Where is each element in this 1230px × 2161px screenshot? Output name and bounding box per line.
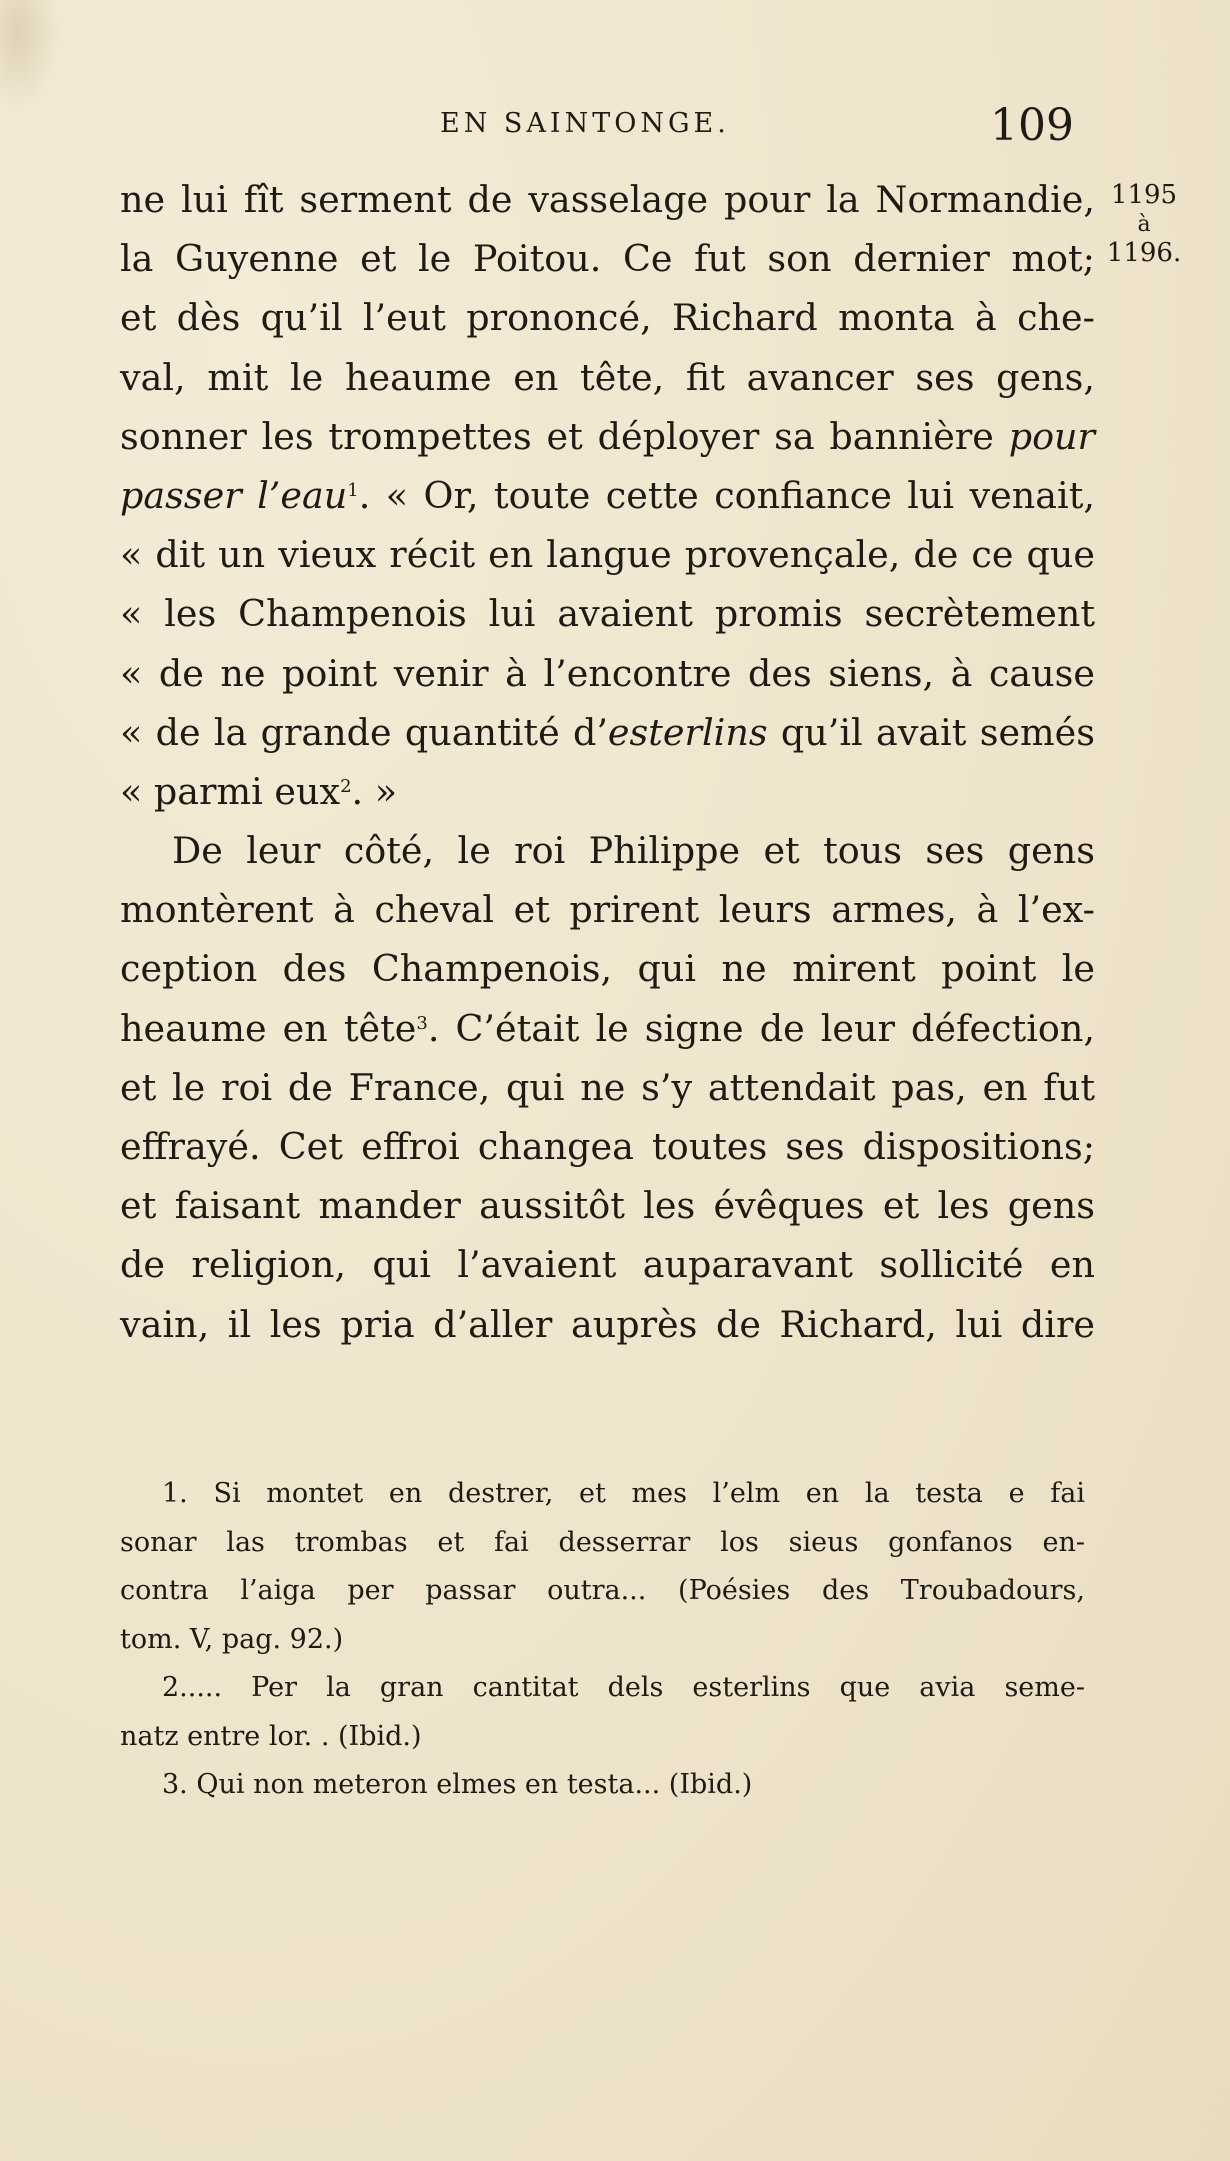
main-text [120,170,1095,1354]
text-line: val, mit le heaume en tête, fit avancer ses gens, [120,355,1095,399]
footnote-line: tom. V, pag. 92.) [120,1623,344,1655]
text-span: . « Or, toute cette confiance lui venait, [358,473,1095,517]
text-line: ne lui fît serment de vasselage pour la Normandie, [120,178,1095,221]
text-line [120,703,1095,762]
text-line: De leur côté, le roi Philippe et tous ses gens [172,829,1095,873]
footnote-ref: 3 [416,1012,428,1034]
text-span: heaume en tête [120,1006,417,1050]
text-span: « parmi eux [120,769,341,813]
text-line: « les Champenois lui avaient promis secrètement [120,592,1095,636]
footnotes [120,1470,1085,1810]
text-line [120,999,1095,1058]
footnote-line: 1. Si montet en destrer, et mes l’elm en la testa e fai [162,1478,1085,1509]
page-header [0,100,1230,160]
margin-connector: à [1137,212,1151,237]
text-line: « dit un vieux récit en langue provençale, de ce que [120,533,1095,577]
text-span: sonner les trompettes et déployer sa bannière [120,414,994,458]
margin-year-start: 1195 [1110,180,1178,210]
text-line: et faisant mander aussitôt les évêques et les gens [120,1184,1095,1228]
text-line: la Guyenne et le Poitou. Ce fut son dernier mot; [120,237,1095,281]
text-line [120,762,1095,821]
page-number: 109 [990,100,1074,151]
text-line: ception des Champenois, qui ne mirent point le [120,947,1095,991]
text-line: « de ne point venir à l’encontre des siens, à cause [120,651,1095,695]
text-span: . » [351,769,398,813]
footnote-line: natz entre lor. . (Ibid.) [120,1720,422,1752]
footnote-ref: 2 [340,775,352,797]
text-line [120,466,1095,525]
text-line: montèrent à cheval et prirent leurs armes, à l’ex- [120,888,1095,932]
text-line: et le roi de France, qui ne s’y attendait pas, en fut [120,1065,1095,1109]
footnote-line: contra l’aiga per passar outra... (Poésies des Troubadours, [120,1575,1085,1606]
margin-year-end: 1196. [1106,238,1182,268]
running-title: EN SAINTONGE. [440,108,730,139]
text-span: « de la grande quantité d’ [120,710,608,754]
text-span: . C’était le signe de leur défection, [427,1006,1095,1050]
footnote-line: sonar las trombas et fai desserrar los sieus gonfanos en- [120,1526,1085,1558]
italic-text: pour [1008,414,1095,458]
footnote-line: 2..... Per la gran cantitat dels esterlins que avia seme- [162,1672,1085,1703]
text-line: et dès qu’il l’eut prononcé, Richard monta à che- [120,296,1095,340]
italic-text: passer l’eau [120,473,348,517]
italic-text: esterlins [607,710,768,754]
footnote-ref: 1 [347,479,359,501]
text-line: de religion, qui l’avaient auparavant sollicité en [120,1243,1095,1287]
text-span: qu’il avait semés [767,710,1095,754]
page-stain [0,0,60,110]
text-line [120,407,1095,466]
text-line: vain, il les pria d’aller auprès de Richard, lui dire [120,1302,1095,1346]
text-line: effrayé. Cet effroi changea toutes ses dispositions; [120,1125,1095,1168]
footnote-line: 3. Qui non meteron elmes en testa... (Ibid.) [162,1769,753,1800]
